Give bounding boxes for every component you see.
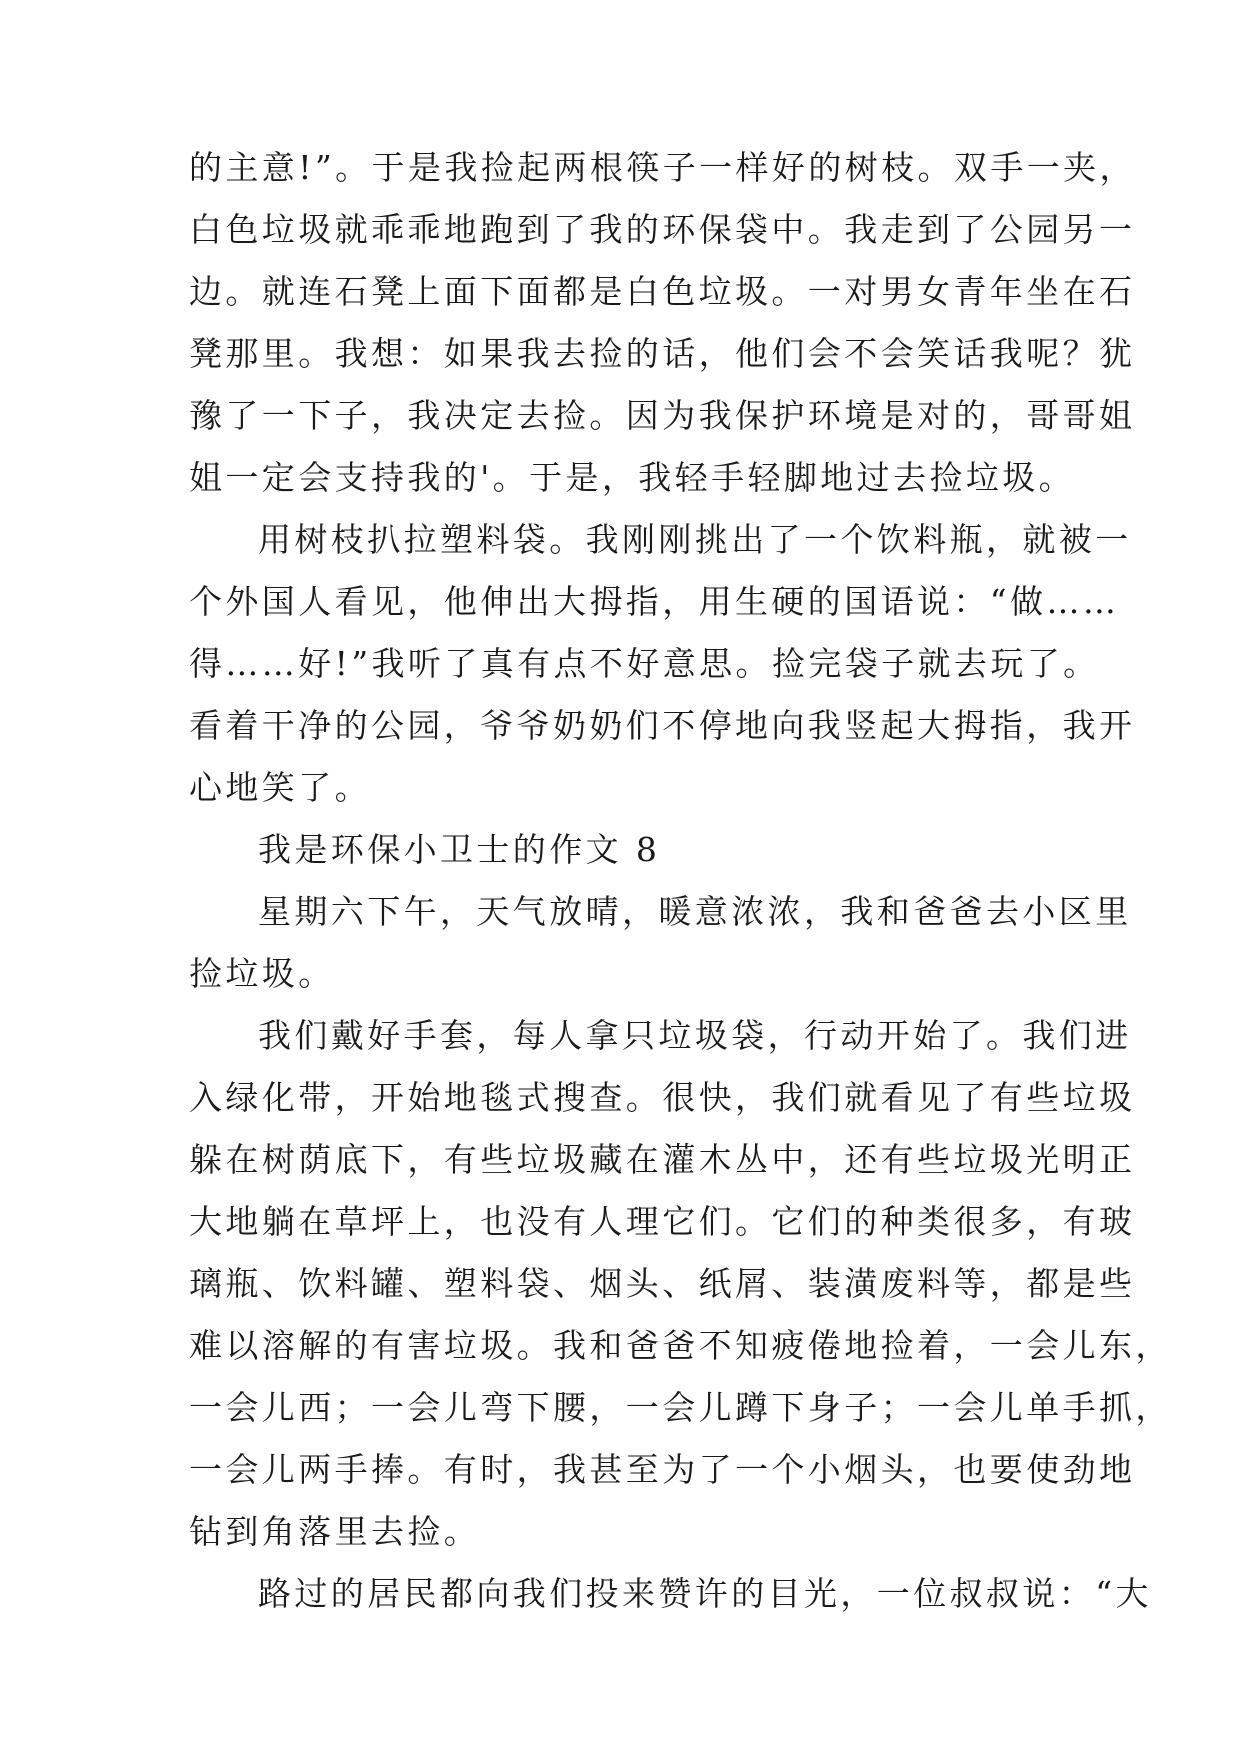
text-line: 凳那里。我想：如果我去捡的话，他们会不会笑话我呢？犹	[189, 334, 1136, 373]
text-line: 看着干净的公园，爷爷奶奶们不停地向我竖起大拇指，我开	[189, 706, 1136, 745]
paragraph-start-line: 路过的居民都向我们投来赞许的目光，一位叔叔说：“大	[258, 1574, 1152, 1613]
paragraph-start-line: 我们戴好手套，每人拿只垃圾袋，行动开始了。我们进	[258, 1016, 1132, 1055]
text-line: 入绿化带，开始地毯式搜查。很快，我们就看见了有些垃圾	[189, 1078, 1136, 1117]
paragraph-start-line: 用树枝扒拉塑料袋。我刚刚挑出了一个饮料瓶，就被一	[258, 520, 1132, 559]
text-line: 豫了一下子，我决定去捡。因为我保护环境是对的，哥哥姐	[189, 396, 1136, 435]
text-line: 白色垃圾就乖乖地跑到了我的环保袋中。我走到了公园另一	[189, 210, 1136, 249]
text-line: 一会儿西；一会儿弯下腰，一会儿蹲下身子；一会儿单手抓，	[189, 1388, 1172, 1427]
section-heading: 我是环保小卫士的作文 8	[258, 830, 661, 869]
text-line: 一会儿两手捧。有时，我甚至为了一个小烟头，也要使劲地	[189, 1450, 1136, 1489]
text-line: 个外国人看见，他伸出大拇指，用生硬的国语说：“做……	[189, 582, 1120, 621]
text-line: 钻到角落里去捡。	[189, 1512, 481, 1551]
text-line: 边。就连石凳上面下面都是白色垃圾。一对男女青年坐在石	[189, 272, 1136, 311]
text-line: 难以溶解的有害垃圾。我和爸爸不知疲倦地捡着，一会儿东，	[189, 1326, 1172, 1365]
text-line: 姐一定会支持我的'。于是，我轻手轻脚地过去捡垃圾。	[189, 458, 1076, 497]
text-line: 躲在树荫底下，有些垃圾藏在灌木丛中，还有些垃圾光明正	[189, 1140, 1136, 1179]
text-line: 璃瓶、饮料罐、塑料袋、烟头、纸屑、装潢废料等，都是些	[189, 1264, 1136, 1303]
text-line: 的主意!”。于是我捡起两根筷子一样好的树枝。双手一夹，	[189, 148, 1136, 187]
text-line: 大地躺在草坪上，也没有人理它们。它们的种类很多，有玻	[189, 1202, 1136, 1241]
paragraph-start-line: 星期六下午，天气放晴，暖意浓浓，我和爸爸去小区里	[258, 892, 1132, 931]
text-line: 得……好!”我听了真有点不好意思。捡完袋子就去玩了。	[189, 644, 1100, 683]
text-line: 捡垃圾。	[189, 954, 335, 993]
text-line: 心地笑了。	[189, 768, 371, 807]
